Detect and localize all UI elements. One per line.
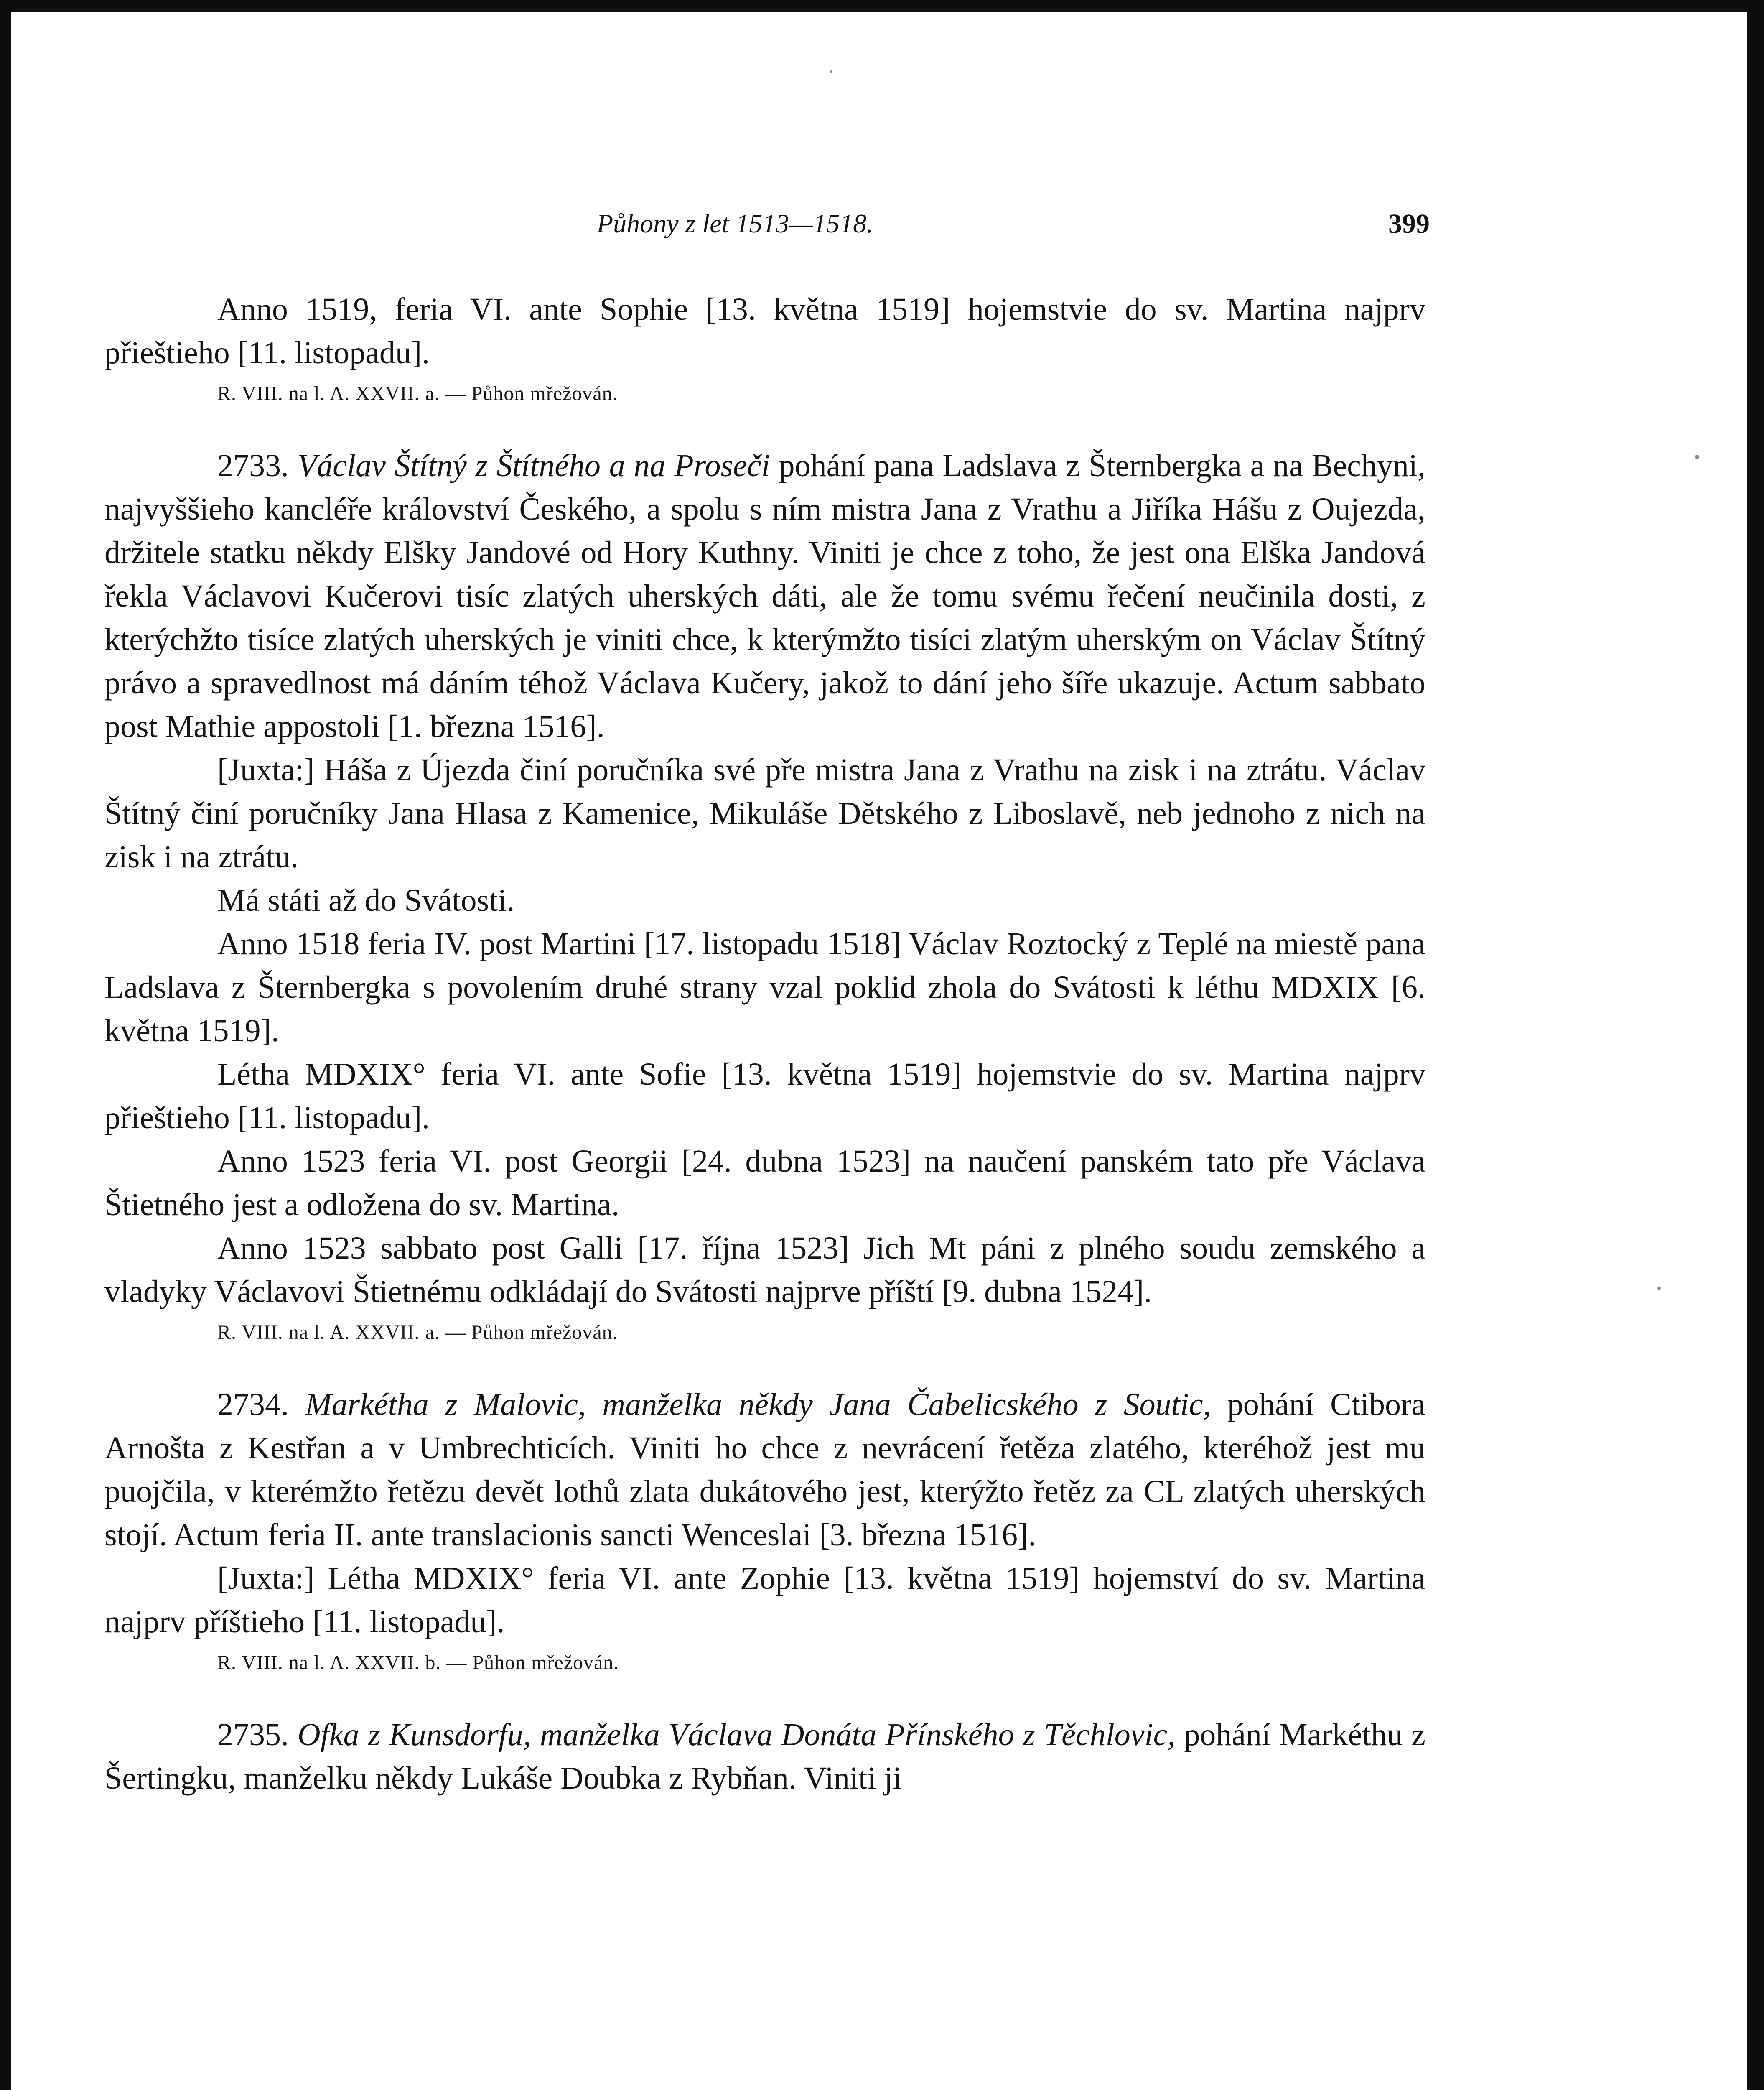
paragraph-juxta: [Juxta:] Háša z Újezda činí poručníka své pře mistra Jana z Vrathu na zisk i na ztrátu. Václav Štítný činí poručníky Jana Hlasa z Kamenice, Mikuláše Dětského z Liboslavě, neb jednoho z nich na zisk i na ztrátu. [104,752,1425,874]
scanned-page [11,12,1747,2090]
archive-reference: R. VIII. na l. A. XXVII. a. — Půhon mřežován. [217,382,618,405]
entry-number: 2734. [217,1387,289,1422]
entry-number: 2735. [217,1717,289,1752]
entry-2734 [104,1383,1425,1557]
paragraph-juxta: [Juxta:] Létha MDXIX° feria VI. ante Zophie [13. května 1519] hojemství do sv. Martina najprv příštieho [11. listopadu]. [104,1561,1425,1639]
entry-parties: Václav Štítný z Štítného a na Proseči [297,448,770,483]
body-text [104,288,1425,1800]
paragraph-letha-mdxix: Létha MDXIX° feria VI. ante Sofie [13. května 1519] hojemstvie do sv. Martina najprv přieštieho [11. listopadu]. [104,1057,1425,1135]
entry-text: pohání pana Ladslava z Šternbergka a na Bechyni, najvyššieho kancléře království Českého, a spolu s ním mistra Jana z Vrathu a Jiříka Hášu z Oujezda, držitele statku někdy Elšky Jandové od Hory Kuthny. Viniti je chce z toho, že jest ona Elška Jandová řekla Václavovi Kučerovi tisíc zlatých uherských dáti, ale že tomu svému řečení neučinila dosti, z kterýchžto tisíce zlatých uherských je viniti chce, k kterýmžto tisíci zlatým uherským on Václav Štítný právo a spravedlnost má dáním téhož Václava Kučery, jakož to dání jeho šíře ukazuje. Actum sabbato post Mathie appostoli [1. března 1516]. [104,448,1426,744]
paragraph-hojemstvie: Anno 1519, feria VI. ante Sophie [13. května 1519] hojemstvie do sv. Martina najprv přieštieho [11. listopadu]. [104,292,1425,370]
entry-text: pohání Markéthu z Šertingku, manželku někdy Lukáše Doubka z Rybňan. Viniti ji [104,1717,1425,1796]
entry-number: 2733. [217,448,289,483]
running-title: Půhony z let 1513—1518. [597,209,873,238]
paragraph-anno-1523-galli: Anno 1523 sabbato post Galli [17. října 1523] Jich Mt páni z plného soudu zemského a vladyky Václavovi Štietnému odkládají do Svátosti najprve příští [9. dubna 1524]. [104,1231,1425,1309]
archive-reference: R. VIII. na l. A. XXVII. b. — Půhon mřežován. [217,1652,619,1674]
paragraph-svatost: Má státi až do Svátosti. [217,883,515,918]
paragraph-anno-1523-georgii: Anno 1523 feria VI. post Georgii [24. dubna 1523] na naučení panském tato pře Václava Štietného jest a odložena do sv. Martina. [104,1144,1425,1222]
entry-text: pohání Ctibora Arnošta z Kestřan a v Umbrechticích. Viniti ho chce z nevrácení řetěza zlatého, kteréhož jest mu puojčila, v kterémžto řetězu devět lothů zlata dukátového jest, kterýžto řetěz za CL zlatých uherských stojí. Actum feria II. ante translacionis sancti Wenceslai [3. března 1516]. [104,1387,1426,1552]
paragraph-anno-1518: Anno 1518 feria IV. post Martini [17. listopadu 1518] Václav Roztocký z Teplé na miestě pana Ladslava z Šternbergka s povolením druhé strany vzal poklid zhola do Svátosti k léthu MDXIX [6. května 1519]. [104,926,1425,1048]
entry-2733 [104,444,1425,748]
archive-reference: R. VIII. na l. A. XXVII. a. — Půhon mřežován. [217,1321,618,1343]
entry-parties: Markétha z Malovic, manželka někdy Jana Čabelicského z Soutic, [305,1387,1211,1422]
entry-parties: Ofka z Kunsdorfu, manželka Václava Donáta Přínského z Těchlovic, [297,1717,1176,1752]
page-header [11,208,1747,250]
scan-speck [1657,1287,1661,1290]
scan-speck [1695,455,1699,459]
entry-2735 [104,1713,1425,1800]
page-number: 399 [1388,209,1430,239]
scan-speck [830,70,832,73]
